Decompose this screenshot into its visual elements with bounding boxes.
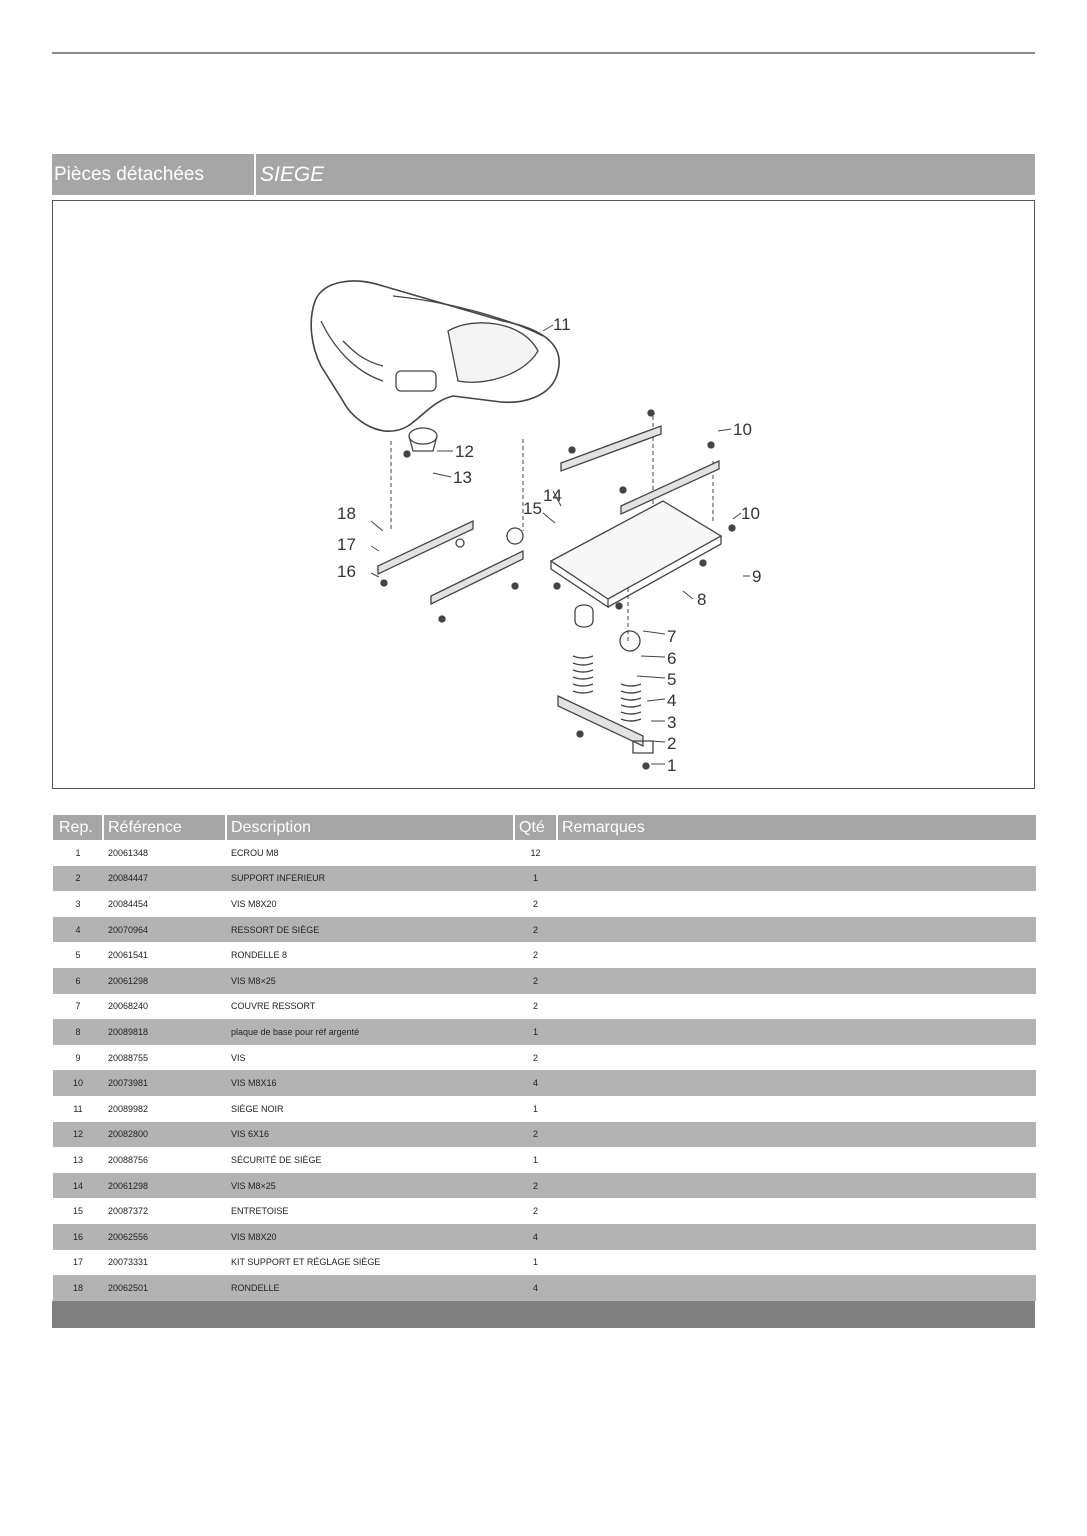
section-label: Pièces détachées [52, 154, 256, 195]
table-row [53, 891, 1036, 917]
cell-description: SIÈGE NOIR [231, 1103, 284, 1114]
cell-remarks [557, 1173, 1036, 1199]
cell-qty: 1 [532, 1257, 538, 1268]
cell-qty: 2 [514, 1173, 557, 1199]
cell-qty: 2 [532, 1001, 538, 1012]
cell-qty: 2 [532, 1206, 538, 1217]
cell-reference: 20088755 [108, 1052, 149, 1063]
callout-6: 6 [667, 649, 677, 668]
cell-rep: 12 [53, 1122, 103, 1148]
table-row [53, 1224, 1036, 1250]
callout-14: 14 [543, 486, 562, 505]
callout-13: 13 [453, 468, 472, 487]
col-header-reference: Référence [103, 815, 226, 840]
col-header-remarks: Remarques [557, 815, 1036, 840]
cell-remarks [557, 1224, 1036, 1250]
callout-2: 2 [667, 734, 677, 753]
cell-remarks [557, 942, 1036, 968]
cell-qty: 2 [532, 950, 538, 961]
cell-rep: 7 [75, 1001, 81, 1012]
table-row [53, 1250, 1036, 1276]
cell-description: RONDELLE 8 [231, 950, 288, 961]
cell-rep: 1 [75, 847, 81, 858]
cell-description: COUVRE RESSORT [231, 1001, 316, 1012]
cell-qty: 2 [532, 898, 538, 909]
cell-description: KIT SUPPORT ET RÉGLAGE SIÈGE [231, 1257, 381, 1268]
table-row [53, 1173, 1036, 1199]
cell-remarks [557, 1250, 1036, 1276]
cell-reference: 20061298 [103, 968, 226, 994]
cell-rep: 8 [53, 1019, 103, 1045]
callout-9: 9 [752, 567, 762, 586]
cell-rep: 6 [53, 968, 103, 994]
cell-description: RESSORT DE SIÈGE [226, 917, 514, 943]
callout-5: 5 [667, 670, 677, 689]
cell-rep: 18 [53, 1275, 103, 1301]
parts-table-body [53, 840, 1036, 1301]
section-title-bar [52, 154, 1035, 195]
cell-qty: 1 [532, 1154, 538, 1165]
table-row [53, 1019, 1036, 1045]
cell-description: SÉCURITÉ DE SIÈGE [231, 1154, 322, 1165]
callout-17: 17 [337, 535, 356, 554]
table-footer-bar [52, 1301, 1035, 1328]
cell-reference: 20082800 [103, 1122, 226, 1148]
cell-description: VIS [231, 1052, 246, 1063]
table-row [53, 1198, 1036, 1224]
cell-reference: 20089982 [108, 1103, 149, 1114]
table-header-row [53, 815, 1036, 840]
col-header-qty: Qté [514, 815, 557, 840]
cell-reference: 20088756 [108, 1154, 149, 1165]
table-row [53, 866, 1036, 892]
cell-reference: 20061348 [108, 847, 149, 858]
exploded-diagram [52, 200, 1035, 789]
cell-remarks [557, 968, 1036, 994]
cell-remarks [557, 994, 1036, 1020]
cell-remarks [557, 1019, 1036, 1045]
callout-12: 12 [455, 442, 474, 461]
callout-18: 18 [337, 504, 356, 523]
callout-16: 16 [337, 562, 356, 581]
table-row [53, 840, 1036, 866]
cell-qty: 2 [514, 968, 557, 994]
cell-qty: 2 [514, 1122, 557, 1148]
cell-reference: 20073331 [108, 1257, 149, 1268]
cell-rep: 17 [72, 1257, 83, 1268]
cell-remarks [557, 917, 1036, 943]
cell-reference: 20087372 [108, 1206, 149, 1217]
cell-description: VIS M8X20 [226, 1224, 514, 1250]
callout-7: 7 [667, 627, 677, 646]
cell-remarks [557, 840, 1036, 866]
cell-qty: 1 [514, 1019, 557, 1045]
parts-table [52, 815, 1035, 1328]
cell-rep: 15 [72, 1206, 83, 1217]
cell-remarks [557, 1045, 1036, 1071]
cell-reference: 20061298 [103, 1173, 226, 1199]
cell-rep: 2 [53, 866, 103, 892]
cell-description: VIS M8×25 [226, 1173, 514, 1199]
cell-reference: 20084447 [103, 866, 226, 892]
cell-description: VIS M8X20 [231, 898, 277, 909]
cell-rep: 9 [75, 1052, 81, 1063]
cell-description: VIS M8×25 [226, 968, 514, 994]
cell-qty: 4 [514, 1224, 557, 1250]
cell-qty: 1 [514, 866, 557, 892]
callout-10-top: 10 [733, 420, 752, 439]
cell-description: VIS 6X16 [226, 1122, 514, 1148]
seat-exploded-view [53, 201, 1034, 788]
table-row [53, 1147, 1036, 1173]
callout-10-right: 10 [741, 504, 760, 523]
callout-8: 8 [697, 590, 707, 609]
callout-1: 1 [667, 756, 677, 775]
table-row [53, 1070, 1036, 1096]
cell-reference: 20061541 [108, 950, 149, 961]
cell-remarks [557, 1198, 1036, 1224]
col-header-description: Description [226, 815, 514, 840]
cell-qty: 4 [514, 1070, 557, 1096]
cell-remarks [557, 1122, 1036, 1148]
cell-qty: 2 [514, 917, 557, 943]
cell-qty: 12 [530, 847, 541, 858]
cell-remarks [557, 1096, 1036, 1122]
cell-description: ECROU M8 [231, 847, 279, 858]
cell-remarks [557, 866, 1036, 892]
table-row [53, 942, 1036, 968]
callout-11: 11 [553, 315, 571, 334]
cell-reference: 20068240 [108, 1001, 149, 1012]
top-rule [52, 52, 1035, 54]
cell-rep: 4 [53, 917, 103, 943]
cell-rep: 16 [53, 1224, 103, 1250]
col-header-rep: Rep. [53, 815, 103, 840]
cell-remarks [557, 1070, 1036, 1096]
cell-remarks [557, 1275, 1036, 1301]
cell-description: SUPPORT INFERIEUR [226, 866, 514, 892]
cell-remarks [557, 891, 1036, 917]
cell-description: VIS M8X16 [226, 1070, 514, 1096]
cell-qty: 4 [514, 1275, 557, 1301]
cell-rep: 14 [53, 1173, 103, 1199]
cell-reference: 20089818 [103, 1019, 226, 1045]
callout-15: 15 [523, 499, 542, 518]
callout-4: 4 [667, 691, 677, 710]
cell-reference: 20073981 [103, 1070, 226, 1096]
table-row [53, 1122, 1036, 1148]
table-row [53, 917, 1036, 943]
cell-rep: 11 [73, 1103, 83, 1114]
cell-rep: 10 [53, 1070, 103, 1096]
cell-reference: 20070964 [103, 917, 226, 943]
cell-reference: 20084454 [108, 898, 149, 909]
cell-rep: 13 [72, 1154, 83, 1165]
cell-qty: 1 [532, 1103, 538, 1114]
callout-3: 3 [667, 713, 677, 732]
cell-remarks [557, 1147, 1036, 1173]
cell-qty: 2 [532, 1052, 538, 1063]
table-row [53, 1275, 1036, 1301]
section-title: SIEGE [260, 162, 325, 186]
cell-description: RONDELLE [226, 1275, 514, 1301]
table-row [53, 994, 1036, 1020]
cell-description: plaque de base pour réf argenté [226, 1019, 514, 1045]
table-row [53, 1096, 1036, 1122]
table-row [53, 968, 1036, 994]
cell-reference: 20062556 [103, 1224, 226, 1250]
cell-rep: 5 [75, 950, 81, 961]
cell-description: ENTRETOISE [231, 1206, 289, 1217]
cell-reference: 20062501 [103, 1275, 226, 1301]
table-row [53, 1045, 1036, 1071]
cell-rep: 3 [75, 898, 81, 909]
